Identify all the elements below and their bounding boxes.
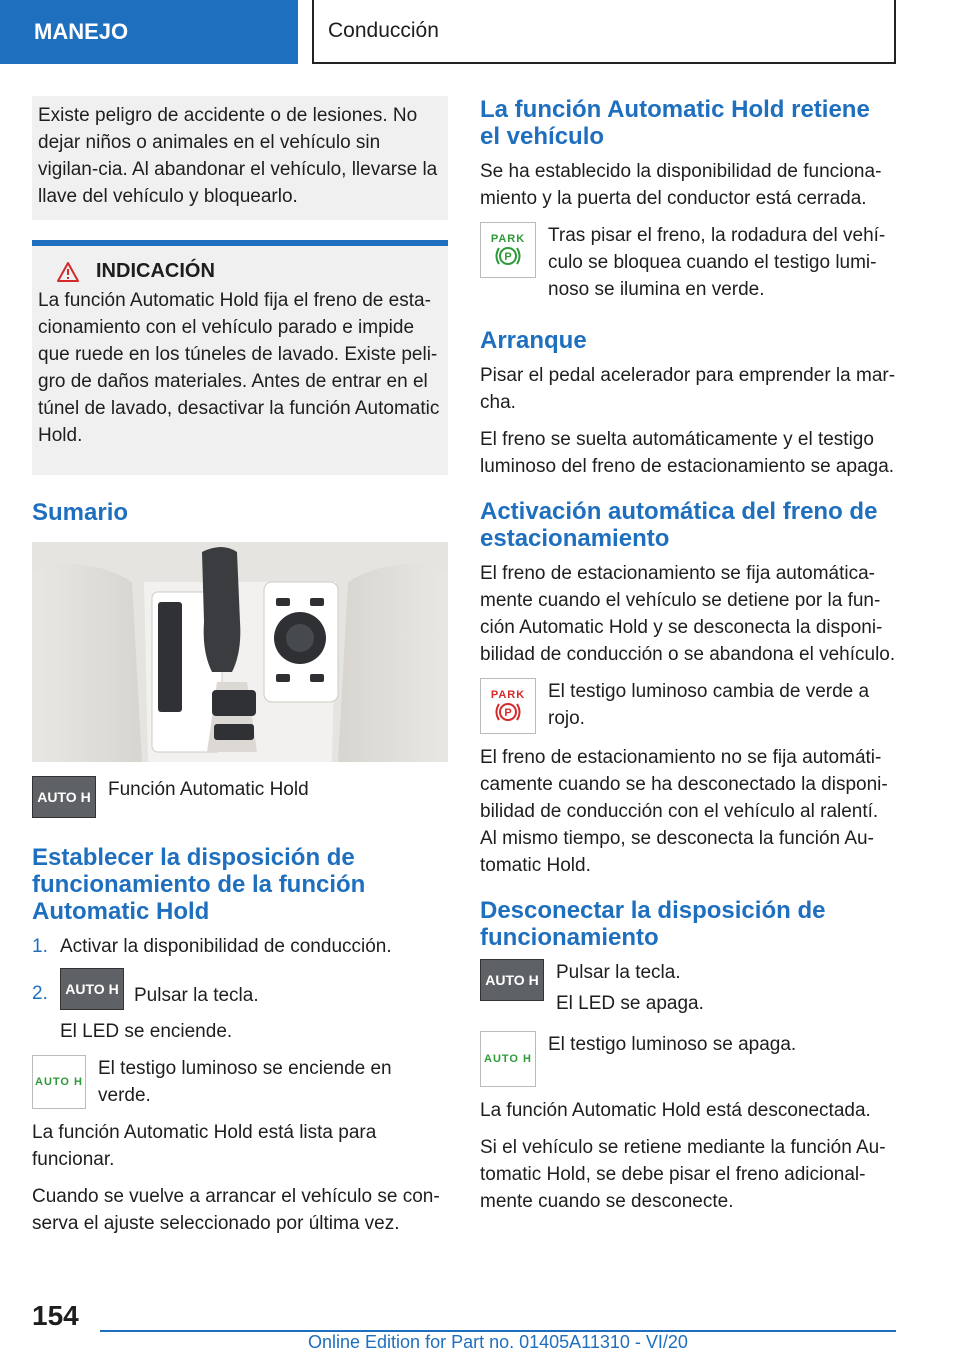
svg-text:P: P [504,707,512,719]
ready-text: La función Automatic Hold está lista para funcionar. [32,1122,377,1170]
center-console-photo [32,542,448,762]
chapter-title: Conducción [312,0,896,64]
edition-text: Online Edition for Part no. 01405A11310 - VI/20 [308,1332,688,1352]
lamp-off-row [480,1031,896,1087]
led-off-text: El LED se apaga. [556,993,704,1014]
start-text-1: Pisar el pedal acelerador para emprender la mar‐cha. [480,365,896,413]
park-green-text: Tras pisar el freno, la rodadura del vehí‐culo se bloquea cuando el testigo lumi‐noso se ilumina en verde. [548,225,886,300]
section-tab: MANEJO [0,0,298,64]
park-red-text: El testigo luminoso cambia de verde a rojo. [548,681,870,729]
off-heading: Desconectar la disposición de funcionamiento [480,897,826,951]
notice-box [32,240,448,475]
parking-brake-icon [493,245,523,267]
park-red-row [480,678,896,734]
notice-text: La función Automatic Hold fija el freno de esta‐cionamiento con el vehículo parado e impide que ruede en los túneles de lavado. Existe peli‐gro de daños materiales. Antes de entrar en el túnel de lavado, desactivar la función Automatic Hold. [38,290,440,446]
list-item [32,933,448,960]
auto-h-button-icon: AUTO H [32,776,96,818]
restart-text: Cuando se vuelve a arrancar el vehículo se con‐serva el ajuste seleccionado por última vez. [32,1186,440,1234]
park-label: PARK [490,233,526,245]
step-text: Pulsar la tecla. [134,985,259,1006]
park-red-lamp-icon [480,678,536,734]
step-number: 2. [32,983,48,1004]
lamp-label: AUTO H [484,1053,532,1065]
warning-icon [56,261,80,283]
lamp-on-text: El testigo luminoso se enciende en verde. [98,1058,392,1106]
start-heading: Arranque [480,327,587,354]
danger-text: Existe peligro de accidente o de lesiones. No dejar niños o animales en el vehículo sin vigilan‐cia. Al abandonar el vehículo, llevarse la llave del vehículo y bloquearlo. [38,105,438,207]
steps-list [32,933,448,1010]
not-set-text: El freno de estacionamiento no se fija automáti‐camente cuando se ha desconectado la disponi‐bilidad de conducción con el vehículo al ralentí. Al mismo tiempo, se desconecta la función Au‐tomatic Hold. [480,747,888,876]
step-text: Activar la disponibilidad de conducción. [60,936,392,957]
auto-park-text: El freno de estacionamiento se fija automática‐mente cuando el vehículo se detiene por la fun‐ción Automatic Hold y se desconecta la disponi‐bilidad de conducción o se abandona el vehículo. [480,563,896,665]
led-on-text: El LED se enciende. [60,1021,233,1042]
svg-text:P: P [504,251,512,263]
sumario-heading: Sumario [32,499,129,526]
autoh-caption-row [32,776,448,818]
retain-heading: La función Automatic Hold retiene el vehículo [480,96,870,150]
retain-text: Se ha establecido la disponibilidad de funciona‐miento y la puerta del conductor está cerrada. [480,161,882,209]
notice-heading [56,260,442,283]
disconnected-text: La función Automatic Hold está desconectada. [480,1100,871,1121]
auto-h-green-lamp-icon [480,1031,536,1087]
establish-heading: Establecer la disposición de funcionamiento de la función Automatic Hold [32,844,366,925]
lamp-on-row [32,1055,448,1109]
final-text: Si el vehículo se retiene mediante la función Au‐tomatic Hold, se debe pisar el freno adicional‐mente cuando se desconecte. [480,1137,886,1212]
lamp-off-text: El testigo luminoso se apaga. [548,1034,797,1055]
parking-brake-icon [493,701,523,723]
auto-h-button-icon: AUTO H [60,968,124,1010]
function-caption: Función Automatic Hold [108,779,309,800]
left-column [32,96,448,1247]
lamp-label: AUTO H [35,1076,83,1088]
page-number: 154 [32,1300,79,1331]
press-key-text: Pulsar la tecla. [556,962,681,983]
console-image [32,542,448,762]
park-label: PARK [490,689,526,701]
start-text-2: El freno se suelta automáticamente y el testigo luminoso del freno de estacionamiento se apaga. [480,429,895,477]
danger-box [32,96,448,220]
park-green-row [480,222,896,303]
right-column [480,96,896,1225]
auto-h-green-lamp-icon [32,1055,86,1109]
auto-park-heading: Activación automática del freno de estacionamiento [480,498,878,552]
auto-h-button-icon: AUTO H [480,959,544,1001]
park-green-lamp-icon [480,222,536,278]
list-item [32,968,448,1010]
notice-title: INDICACIÓN [96,260,215,282]
step-number: 1. [32,936,48,957]
off-key-row [480,959,896,1017]
